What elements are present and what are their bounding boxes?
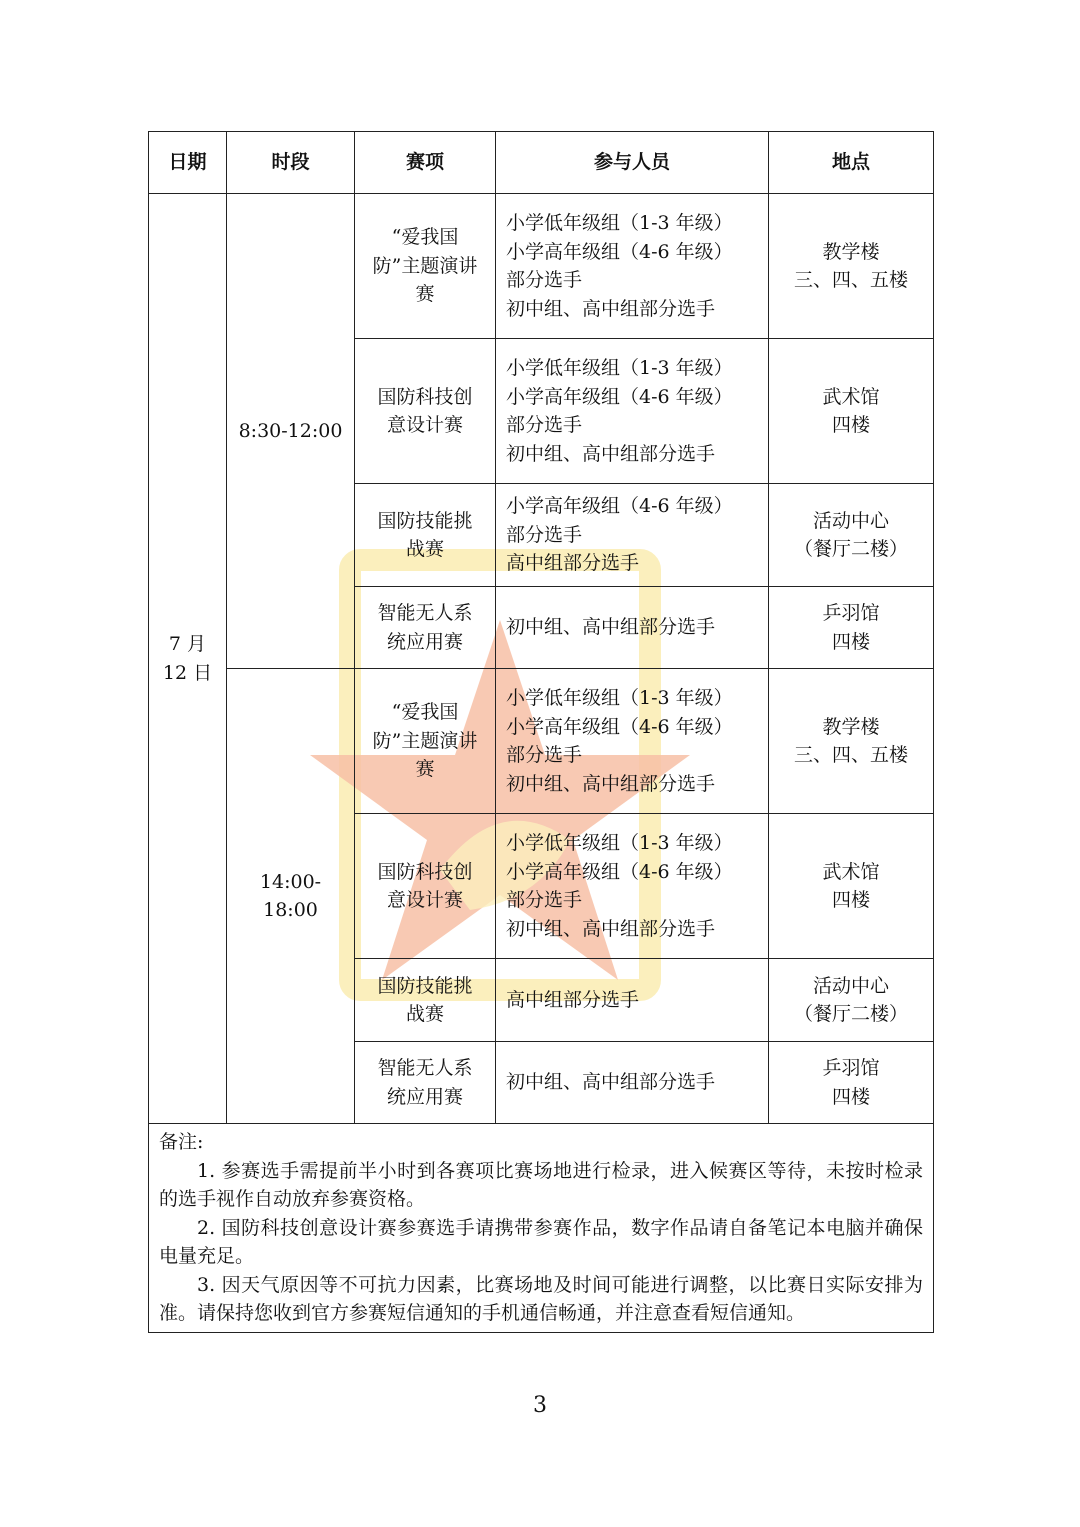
location-cell: [769, 959, 934, 1042]
location-line: 教学楼: [822, 715, 880, 738]
participant-line: 部分选手: [506, 523, 583, 546]
location-line: 四楼: [831, 630, 870, 653]
participants-cell: [496, 587, 769, 669]
location-line: （餐厅二楼）: [793, 538, 908, 560]
location-line: 乒羽馆: [822, 602, 880, 624]
location-line: 四楼: [831, 414, 870, 436]
participant-line: 高中组部分选手: [506, 988, 640, 1011]
participants-cell: [496, 484, 769, 587]
note-item-1: 1. 参赛选手需提前半小时到各赛项比赛场地进行检录，进入候赛区等待，未按时检录的选手视作自动放弃参赛资格。: [159, 1159, 923, 1210]
participants-cell: [496, 669, 769, 814]
location-line: 武术馆: [822, 385, 880, 408]
participant-line: 小学低年级组（1-3 年级）: [506, 687, 733, 709]
participant-line: 高中组部分选手: [506, 552, 640, 575]
header-row: [149, 132, 934, 194]
participant-line: 初中组、高中组部分选手: [506, 616, 716, 639]
event-cell: “爱我国防”主题演讲赛: [355, 194, 496, 339]
participant-line: 初中组、高中组部分选手: [506, 917, 716, 940]
participant-line: 部分选手: [506, 414, 583, 436]
time-cell: 8:30-12:00: [227, 194, 355, 669]
participants-cell: [496, 1042, 769, 1124]
participants-cell: [496, 194, 769, 339]
location-line: 三、四、五楼: [793, 269, 908, 291]
participant-line: 小学高年级组（4-6 年级）: [506, 860, 733, 883]
participant-line: 小学高年级组（4-6 年级）: [506, 495, 733, 518]
note-item-2: 2. 国防科技创意设计赛参赛选手请携带参赛作品，数字作品请自备笔记本电脑并确保电量充足。: [159, 1216, 923, 1267]
event-cell: 国防科技创意设计赛: [355, 339, 496, 484]
participants-cell: [496, 959, 769, 1042]
location-cell: [769, 194, 934, 339]
date-text: 12 日: [162, 661, 213, 684]
header-participants: 参与人员: [496, 132, 769, 194]
participant-line: 部分选手: [506, 744, 583, 766]
table-row: [149, 194, 934, 339]
time-cell: 14:00-18:00: [227, 669, 355, 1124]
header-location: 地点: [769, 132, 934, 194]
participant-line: 初中组、高中组部分选手: [506, 772, 716, 795]
location-line: 活动中心: [812, 509, 889, 532]
date-cell: [149, 194, 227, 1124]
location-cell: [769, 339, 934, 484]
location-line: （餐厅二楼）: [793, 1003, 908, 1025]
date-text: 7 月: [168, 633, 207, 655]
location-line: 四楼: [831, 889, 870, 911]
notes-row: [149, 1124, 934, 1333]
page-number: 3: [533, 1393, 547, 1418]
participant-line: 小学高年级组（4-6 年级）: [506, 240, 733, 263]
location-cell: [769, 587, 934, 669]
participants-cell: [496, 814, 769, 959]
notes-label: 备注:: [159, 1131, 204, 1153]
event-cell: 国防技能挑战赛: [355, 959, 496, 1042]
location-cell: [769, 1042, 934, 1124]
event-cell: “爱我国防”主题演讲赛: [355, 669, 496, 814]
schedule-table: [148, 131, 934, 1333]
location-line: 乒羽馆: [822, 1057, 880, 1079]
location-line: 三、四、五楼: [793, 744, 908, 766]
participant-line: 初中组、高中组部分选手: [506, 442, 716, 465]
participant-line: 初中组、高中组部分选手: [506, 1071, 716, 1094]
location-line: 四楼: [831, 1085, 870, 1108]
event-cell: 国防技能挑战赛: [355, 484, 496, 587]
participant-line: 部分选手: [506, 889, 583, 911]
location-line: 活动中心: [812, 974, 889, 997]
header-event: 赛项: [355, 132, 496, 194]
participant-line: 部分选手: [506, 269, 583, 291]
table-row: [149, 669, 934, 814]
notes-cell: [149, 1124, 934, 1333]
note-item-3: 3. 因天气原因等不可抗力因素，比赛场地及时间可能进行调整，以比赛日实际安排为准。请保持您收到官方参赛短信通知的手机通信畅通，并注意查看短信通知。: [159, 1273, 923, 1324]
participant-line: 小学低年级组（1-3 年级）: [506, 357, 733, 379]
header-date: 日期: [149, 132, 227, 194]
participant-line: 小学高年级组（4-6 年级）: [506, 715, 733, 738]
event-cell: 智能无人系统应用赛: [355, 587, 496, 669]
event-cell: 国防科技创意设计赛: [355, 814, 496, 959]
location-cell: [769, 814, 934, 959]
header-time: 时段: [227, 132, 355, 194]
location-line: 教学楼: [822, 240, 880, 263]
event-cell: 智能无人系统应用赛: [355, 1042, 496, 1124]
location-line: 武术馆: [822, 860, 880, 883]
participant-line: 小学低年级组（1-3 年级）: [506, 212, 733, 234]
participants-cell: [496, 339, 769, 484]
participant-line: 小学低年级组（1-3 年级）: [506, 832, 733, 854]
location-cell: [769, 484, 934, 587]
location-cell: [769, 669, 934, 814]
participant-line: 初中组、高中组部分选手: [506, 297, 716, 320]
participant-line: 小学高年级组（4-6 年级）: [506, 385, 733, 408]
